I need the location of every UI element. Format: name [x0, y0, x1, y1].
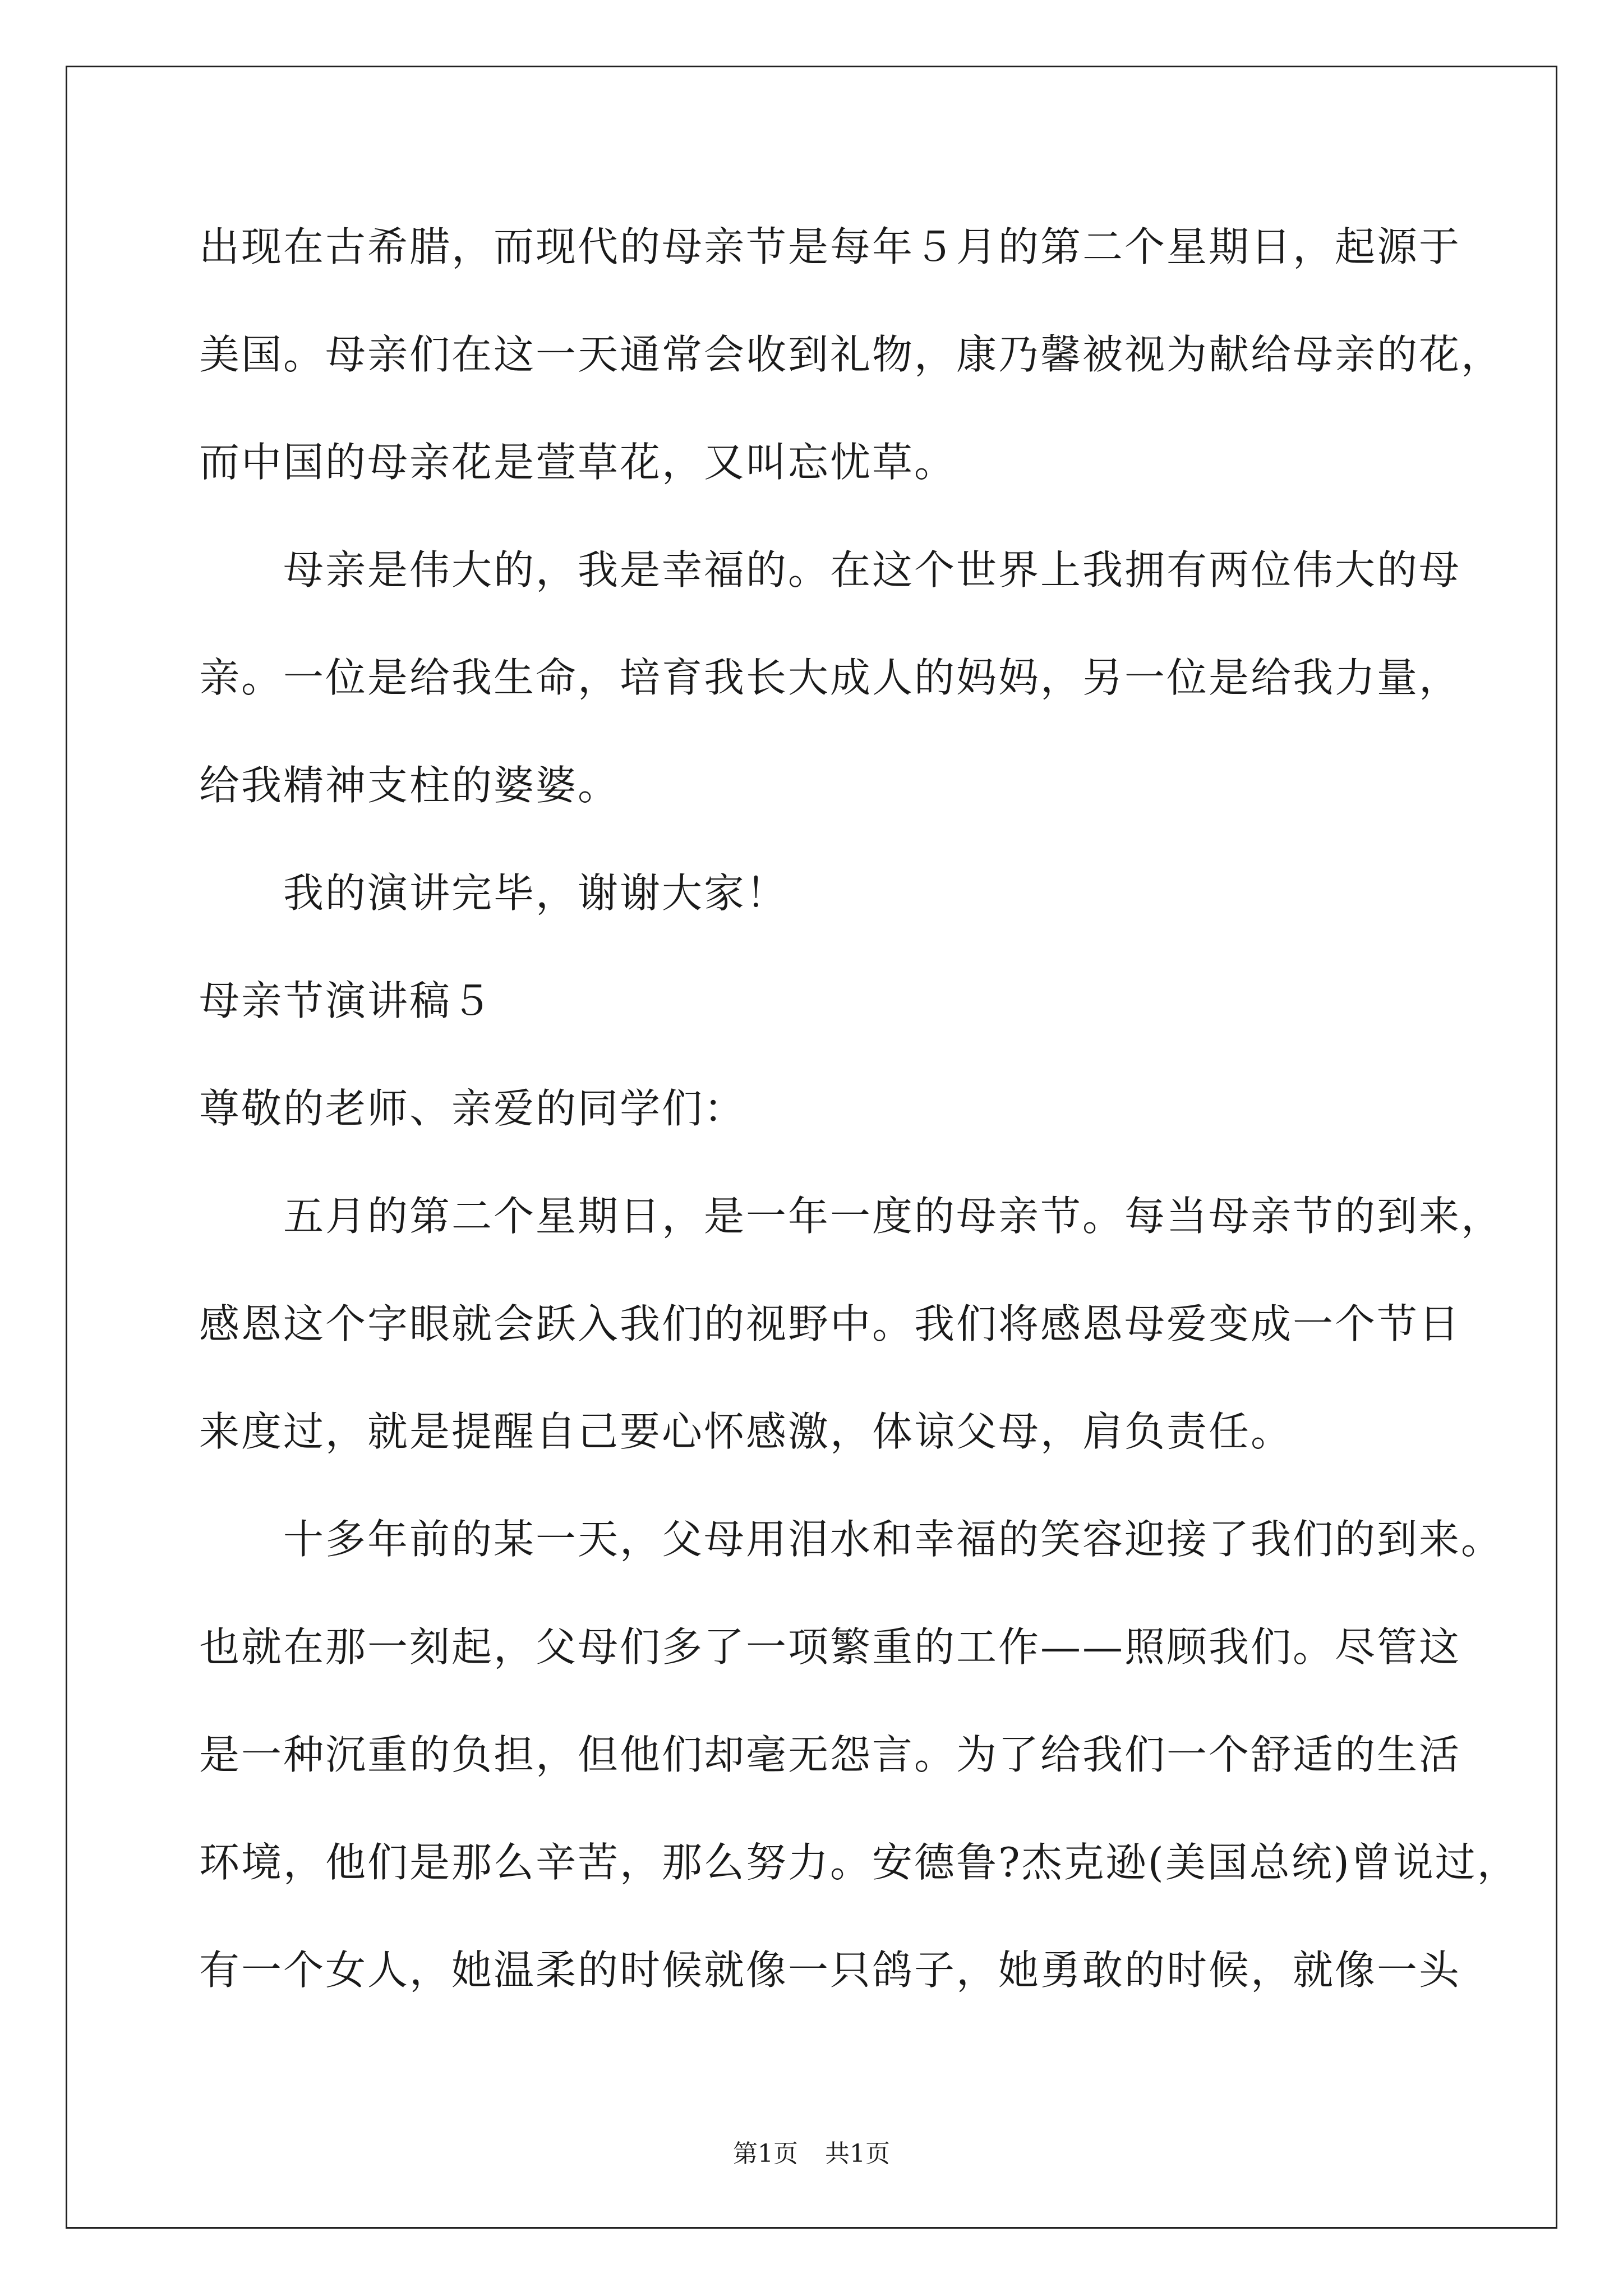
salutation: 尊敬的老师、亲爱的同学们： — [199, 1085, 746, 1132]
page-total: 共1页 — [825, 2139, 890, 2168]
text-line: 有一个女人，她温柔的时候就像一只鸽子，她勇敢的时候，就像一头 — [199, 1947, 1461, 1994]
text-line: 亲。一位是给我生命，培育我长大成人的妈妈，另一位是给我力量， — [199, 654, 1461, 701]
document-body — [199, 216, 1519, 2047]
text-line: 美国。母亲们在这一天通常会收到礼物，康乃馨被视为献给母亲的花， — [199, 331, 1504, 378]
text-line: 给我精神支柱的婆婆。 — [199, 762, 620, 809]
section-title: 母亲节演讲稿５ — [199, 977, 494, 1024]
text-line: 也就在那一刻起，父母们多了一项繁重的工作——照顾我们。尽管这 — [199, 1623, 1461, 1671]
text-line: 而中国的母亲花是萱草花，又叫忘忧草。 — [199, 439, 957, 486]
text-line: 我的演讲完毕，谢谢大家！ — [283, 869, 789, 917]
text-line: 十多年前的某一天，父母用泪水和幸福的笑容迎接了我们的到来。 — [283, 1516, 1504, 1563]
text-line: 是一种沉重的负担，但他们却毫无怨言。为了给我们一个舒适的生活 — [199, 1731, 1461, 1778]
text-line: 环境，他们是那么辛苦，那么努力。安德鲁?杰克逊(美国总统)曾说过， — [199, 1839, 1519, 1886]
text-line: 来度过，就是提醒自己要心怀感激，体谅父母，肩负责任。 — [199, 1408, 1293, 1455]
text-line: 感恩这个字眼就会跃入我们的视野中。我们将感恩母爱变成一个节日 — [199, 1300, 1461, 1347]
page-number: 第1页 — [733, 2139, 798, 2168]
text-line: 母亲是伟大的，我是幸福的。在这个世界上我拥有两位伟大的母 — [283, 546, 1461, 593]
page-footer — [0, 2137, 1623, 2171]
text-line: 出现在古希腊，而现代的母亲节是每年５月的第二个星期日，起源于 — [199, 223, 1461, 270]
text-line: 五月的第二个星期日，是一年一度的母亲节。每当母亲节的到来， — [283, 1193, 1504, 1240]
